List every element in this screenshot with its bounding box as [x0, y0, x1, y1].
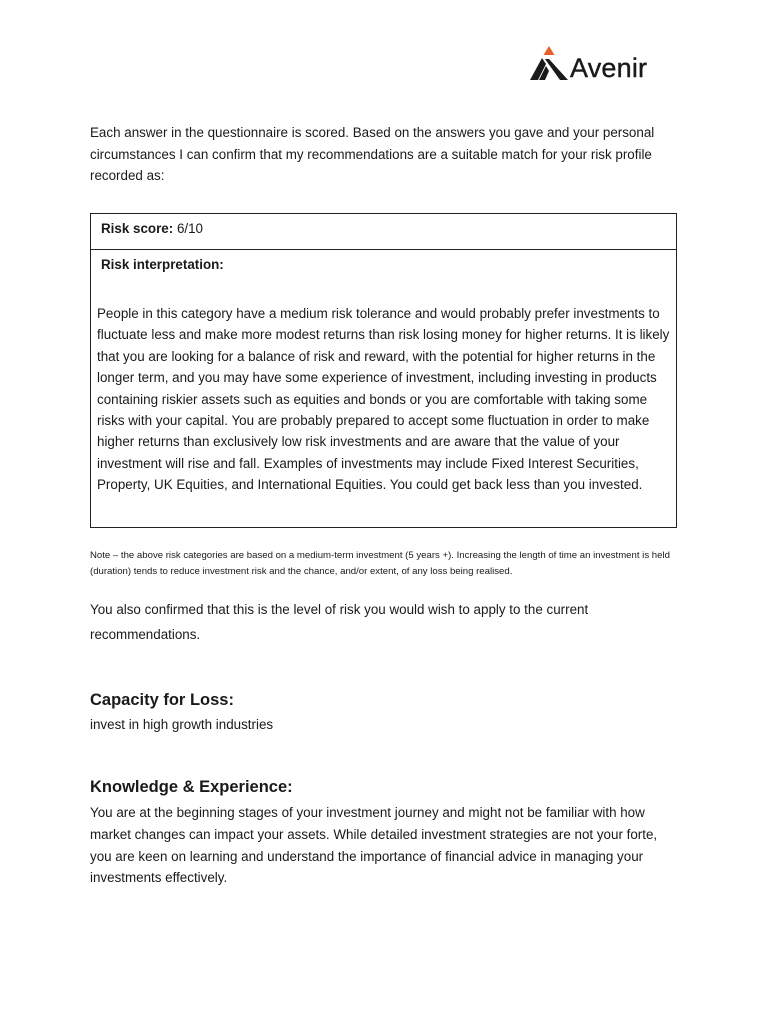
intro-paragraph: Each answer in the questionnaire is scored. Based on the answers you gave and your personal circumstances I can confirm that my recommendations are a suitable match for your risk profile recorded as: [90, 125, 655, 183]
knowledge-text: You are at the beginning stages of your investment journey and might not be familiar with how market changes can impact your assets. While detailed investment strategies are not your forte, you are keen on learning and understand the importance of financial advice in managing your investments effectively. [90, 805, 658, 886]
risk-profile-box [90, 213, 677, 528]
confirm-paragraph: You also confirmed that this is the level of risk you would wish to apply to the current recommendations. [90, 602, 589, 642]
risk-category-note: Note – the above risk categories are based on a medium-term investment (5 years +). Increasing the length of time an investment is held (duration) tends to reduce investment risk and the chance, and/or extent, of any loss being realised. [90, 550, 670, 577]
risk-interpretation-label: Risk interpretation: [101, 257, 224, 272]
knowledge-heading: Knowledge & Experience: [90, 778, 293, 796]
risk-score-row [91, 214, 676, 250]
avenir-logo-mark-icon [530, 46, 568, 82]
avenir-logo [530, 46, 647, 82]
capacity-heading: Capacity for Loss: [90, 691, 234, 709]
risk-score-value: 6/10 [176, 221, 203, 236]
capacity-text: invest in high growth industries [90, 717, 274, 732]
risk-interpretation-text: People in this category have a medium risk tolerance and would probably prefer investments to fluctuate less and make more modest returns than risk losing money for higher returns. It is likely that you are looking for a balance of risk and reward, with the potential for higher returns in the longer term, and you may have some experience of investment, including investing in products containing riskier assets such as equities and bonds or you are comfortable with taking some risks with your capital. You are probably prepared to accept some fluctuation in order to make higher returns than exclusively low risk investments and are aware that the value of your investment will rise and fall. Examples of investments may include Fixed Interest Securities, Property, UK Equities, and International Equities. You could get back less than you invested. [97, 306, 670, 493]
logo-brand-name: Avenir [570, 53, 648, 83]
risk-score-label: Risk score: [101, 221, 174, 236]
